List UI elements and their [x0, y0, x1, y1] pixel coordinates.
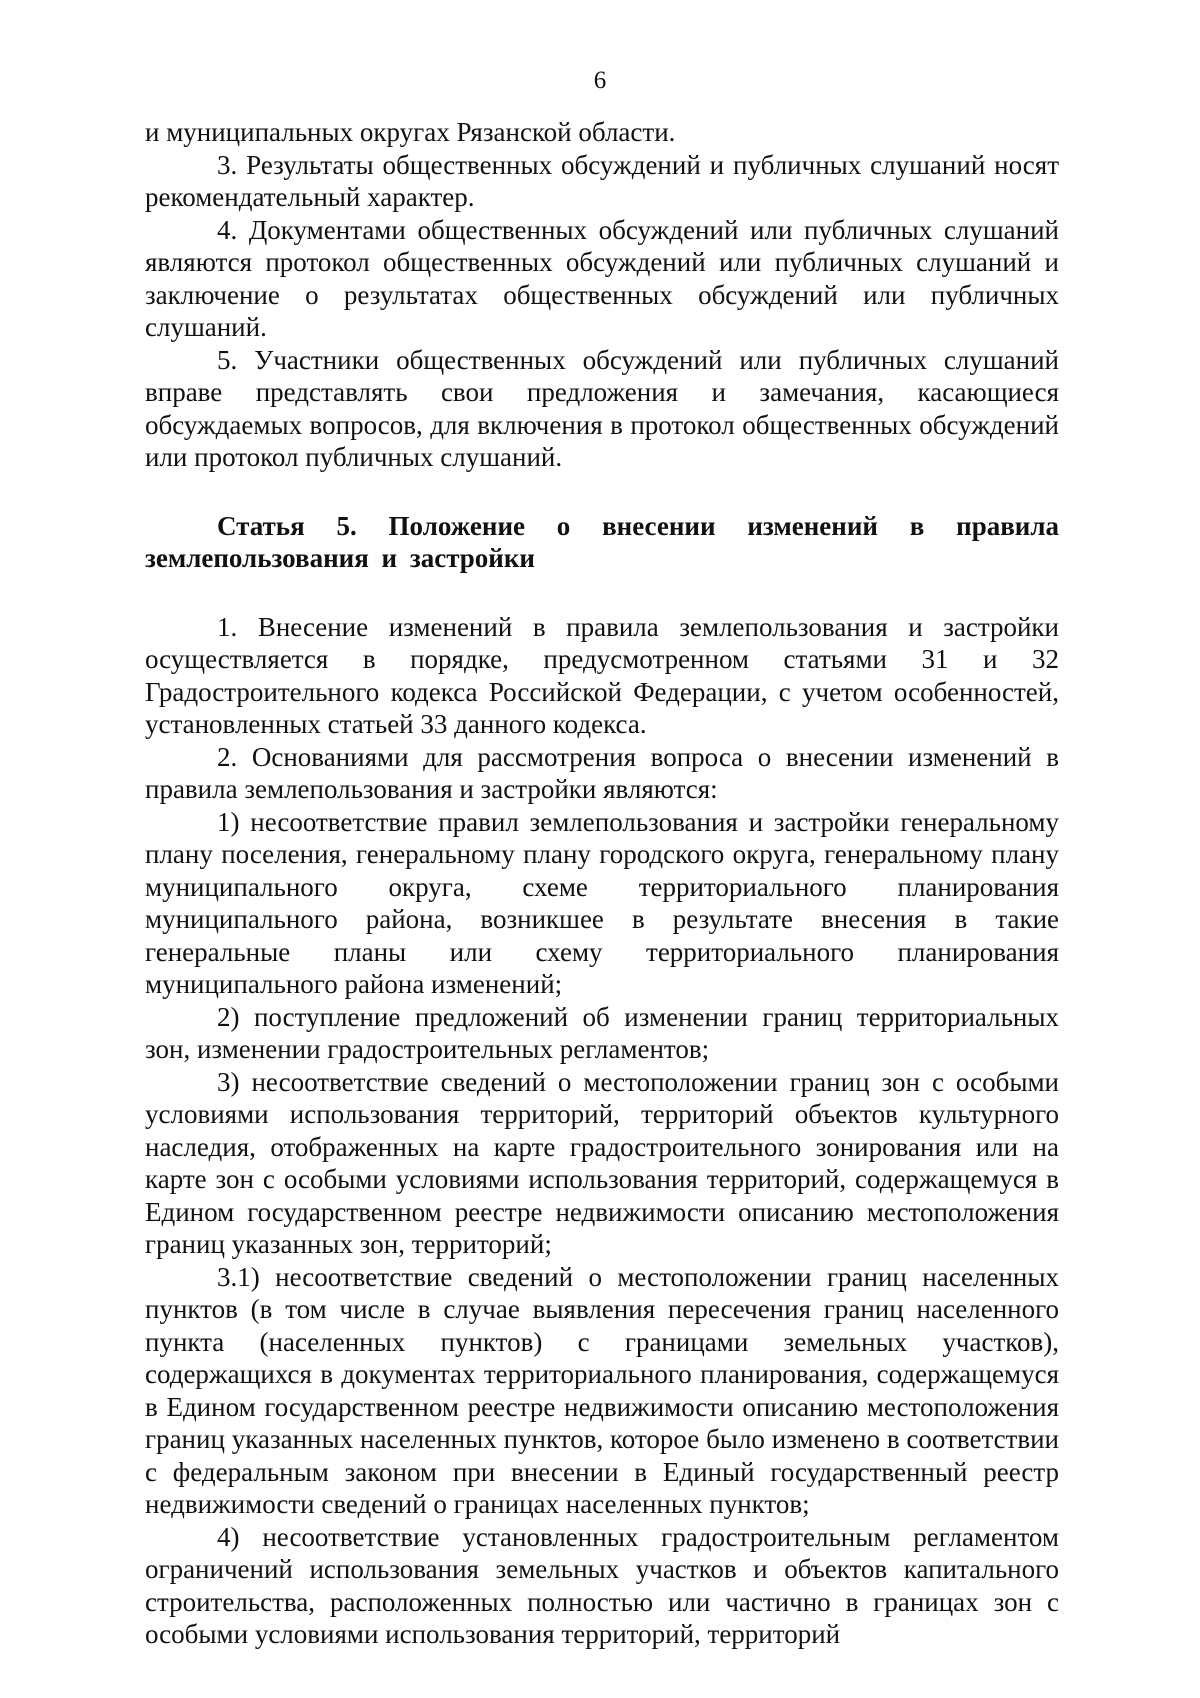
paragraph-subitem-2: 2) поступление предложений об изменении границ территориальных зон, изменении градостроительных регламентов;: [145, 1001, 1059, 1064]
page-number: 6: [593, 67, 607, 94]
paragraph-continuation: и муниципальных округах Рязанской области.: [145, 117, 676, 147]
paragraph-article5-item-1: 1. Внесение изменений в правила землепользования и застройки осуществляется в порядке, предусмотренном статьями 31 и 32 Градостроительного кодекса Российской Федерации, с учетом особенностей, установленных статьей 33 данного кодекса.: [145, 611, 1059, 739]
paragraph-item-4: 4. Документами общественных обсуждений или публичных слушаний являются протокол общественных обсуждений или публичных слушаний и заключение о результатах общественных обсуждений или публичных слушаний.: [145, 214, 1059, 342]
article-heading: Статья 5. Положение о внесении изменений в правила землепользования и застройки: [145, 510, 1059, 573]
paragraph-subitem-4: 4) несоответствие установленных градостроительным регламентом ограничений использования земельных участков и объектов капитального строительства, расположенных полностью или частично в границах зон с особыми условиями использования территорий, территорий: [145, 1521, 1059, 1649]
paragraph-item-3: 3. Результаты общественных обсуждений и публичных слушаний носят рекомендательный характер.: [145, 149, 1059, 212]
paragraph-subitem-3: 3) несоответствие сведений о местоположении границ зон с особыми условиями использования территорий, территорий объектов культурного наследия, отображенных на карте градостроительного зонирования или на карте зон с особыми условиями использования территорий, содержащемуся в Едином государственном реестре недвижимости описанию местоположения границ указанных зон, территорий;: [145, 1066, 1059, 1259]
paragraph-item-5: 5. Участники общественных обсуждений или публичных слушаний вправе представлять свои предложения и замечания, касающиеся обсуждаемых вопросов, для включения в протокол общественных обсуждений или протокол публичных слушаний.: [145, 344, 1059, 472]
paragraph-subitem-3-1: 3.1) несоответствие сведений о местоположении границ населенных пунктов (в том числе в случае выявления пересечения границ населенного пункта (населенных пунктов) с границами земельных участков), содержащихся в документах территориального планирования, содержащемуся в Едином государственном реестре недвижимости описанию местоположения границ указанных населенных пунктов, которое было изменено в соответствии с федеральным законом при внесении в Единый государственный реестр недвижимости сведений о границах населенных пунктов;: [145, 1261, 1059, 1519]
paragraph-article5-item-2: 2. Основаниями для рассмотрения вопроса о внесении изменений в правила землепользования и застройки являются:: [145, 741, 1059, 804]
paragraph-subitem-1: 1) несоответствие правил землепользования и застройки генеральному плану поселения, генеральному плану городского округа, генеральному плану муниципального округа, схеме территориального планирования муниципального района, возникшее в результате внесения в такие генеральные планы или схему территориального планирования муниципального района изменений;: [145, 806, 1059, 999]
document-body: [145, 116, 1059, 1651]
